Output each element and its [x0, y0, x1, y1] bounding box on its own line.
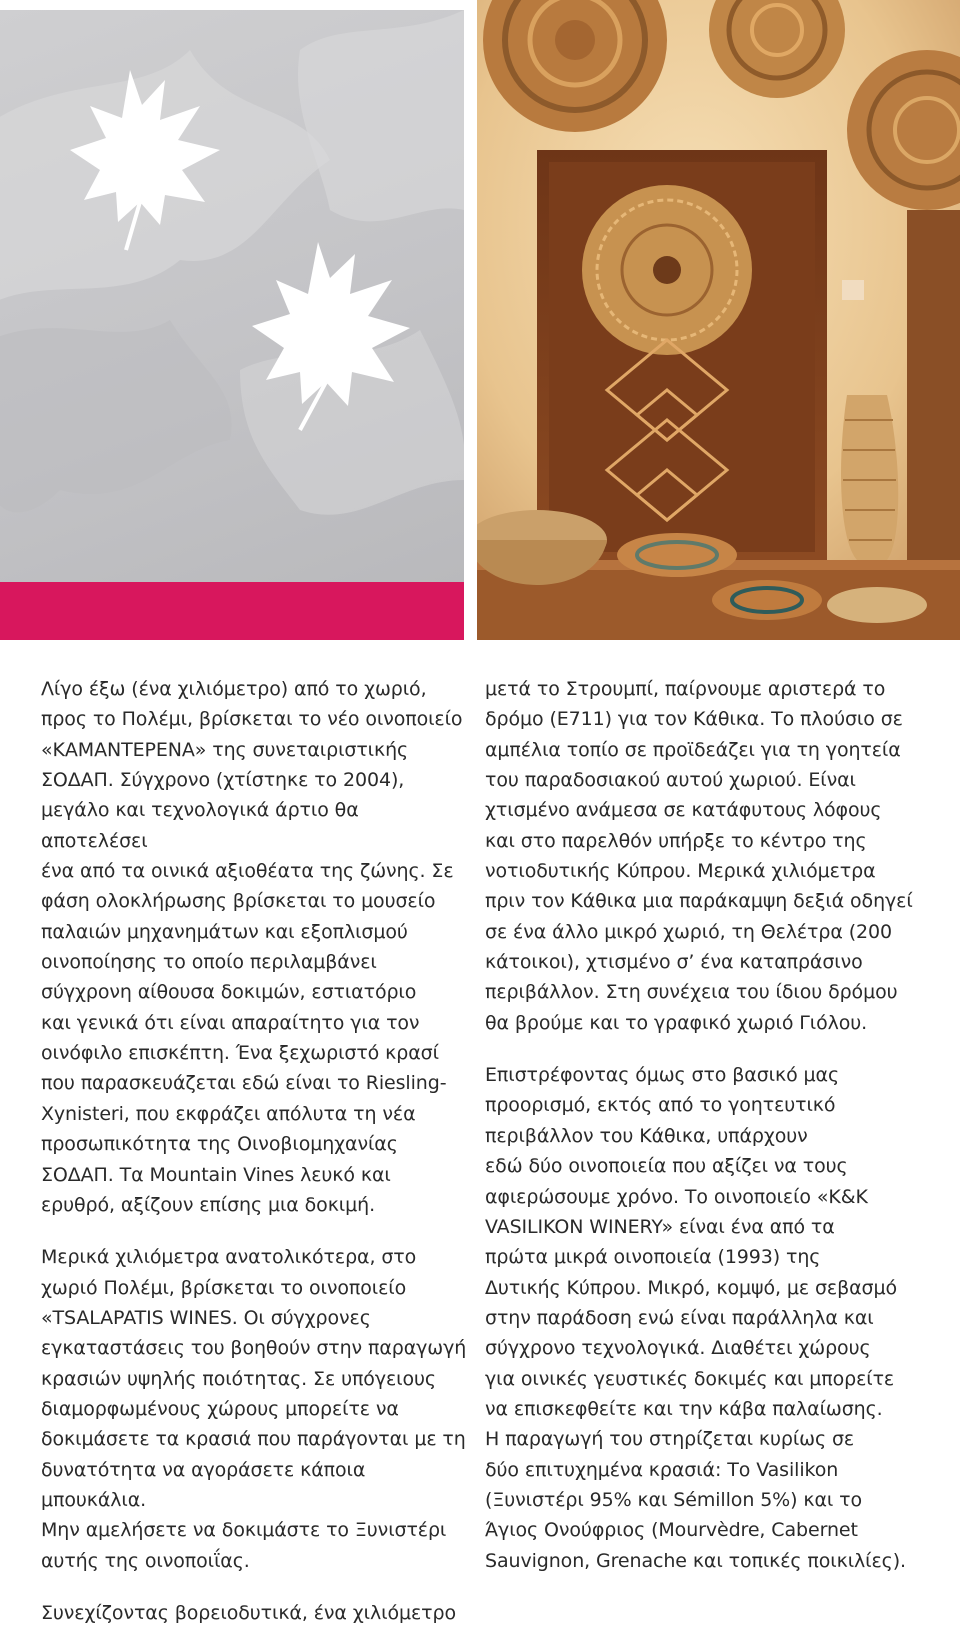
- paragraph: Επιστρέφοντας όμως στο βασικό μας προορισμό, εκτός από το γοητευτικό περιβάλλον του Κάθικα, υπάρχουν εδώ δύο οινοποιεία που αξίζει να τους αφιερώσουμε χρόνο. Το οινοποιείο «Κ&Κ VASILIKON WINERY» είναι ένα από τα πρώτα μικρά οινοποιεία (1993) της Δυτικής Κύπρου. Μικρό, κομψό, με σεβασμό στην παράδοση ενώ είναι παράλληλα και σύγχρονο τεχνολογικά. Διαθέτει χώρους για οινικές γευστικές δοκιμές και μπορείτε να επισκεφθείτε και την κάβα παλαίωσης. Η παραγωγή του στηρίζεται κυρίως σε δύο επιτυχημένα κρασιά: Το Vasilikon (Ξυνιστέρι 95% και Sémillon 5%) και το Άγιος Ονούφριος (Mourvèdre, Cabernet Sauvignon, Grenache και τοπικές ποικιλίες).: [485, 1064, 906, 1572]
- text-column-left: [41, 674, 471, 1628]
- paragraph: Μερικά χιλιόμετρα ανατολικότερα, στο χωριό Πολέμι, βρίσκεται το οινοποιείο «TSALAPATIS WINES. Οι σύγχρονες εγκαταστάσεις του βοηθούν στην παραγωγή κρασιών υψηλής ποιότητας. Σε υπόγειους διαμορφωμένους χώρους μπορείτε να δοκιμάσετε τα κρασιά που παράγονται με τη δυνατότητα να αγοράσετε κάποια μπουκάλια. Μην αμελήσετε να δοκιμάστε το Ξυνιστέρι αυτής της οινοποιΐας.: [41, 1246, 467, 1572]
- paragraph: Συνεχίζοντας βορειοδυτικά, ένα χιλιόμετρο: [41, 1601, 456, 1624]
- decorative-panel: [0, 10, 464, 582]
- text-column-right: [485, 674, 925, 1576]
- woven-baskets-photo: [477, 0, 960, 640]
- paragraph: Λίγο έξω (ένα χιλιόμετρο) από το χωριό, προς το Πολέμι, βρίσκεται το νέο οινοποιείο «ΚΑΜΑΝΤΕΡΕΝΑ» της συνεταιριστικής ΣΟΔΑΠ. Σύγχρονο (χτίστηκε το 2004), μεγάλο και τεχνολογικά άρτιο θα αποτελέσει ένα από τα οινικά αξιοθέατα της ζώνης. Σε φάση ολοκλήρωσης βρίσκεται το μουσείο παλαιών μηχανημάτων και εξοπλισμού οινοποίησης το οποίο περιλαμβάνει σύγχρονη αίθουσα δοκιμών, εστιατόριο και γενικά ότι είναι απαραίτητο για τον οινόφιλο επισκέπτη. Ένα ξεχωριστό κρασί που παρασκευάζεται εδώ είναι το Riesling- Xynisteri, που εκφράζει απόλυτα τη νέα προσωπικότητα της Οινοβιομηχανίας ΣΟΔΑΠ. Τα Mountain Vines λευκό και ερυθρό, αξίζουν επίσης μια δοκιμή.: [41, 678, 463, 1216]
- paragraph: μετά το Στρουμπί, παίρνουμε αριστερά το δρόμο (Ε711) για τον Κάθικα. Το πλούσιο σε αμπέλια τοπίο σε προϊδεάζει για τη γοητεία του παραδοσιακού αυτού χωριού. Είναι χτισμένο ανάμεσα σε κατάφυτους λόφους και στο παρελθόν υπήρξε το κέντρο της νοτιοδυτικής Κύπρου. Μερικά χιλιόμετρα πριν τον Κάθικα μια παράκαμψη δεξιά οδηγεί σε ένα άλλο μικρό χωριό, τη Θελέτρα (200 κάτοικοι), χτισμένο σ’ ένα καταπράσινο περιβάλλον. Στη συνέχεια του ίδιου δρόμου θα βρούμε και το γραφικό χωριό Γιόλου.: [485, 678, 913, 1034]
- leaf-pattern: [0, 10, 464, 582]
- accent-bar: [0, 582, 464, 640]
